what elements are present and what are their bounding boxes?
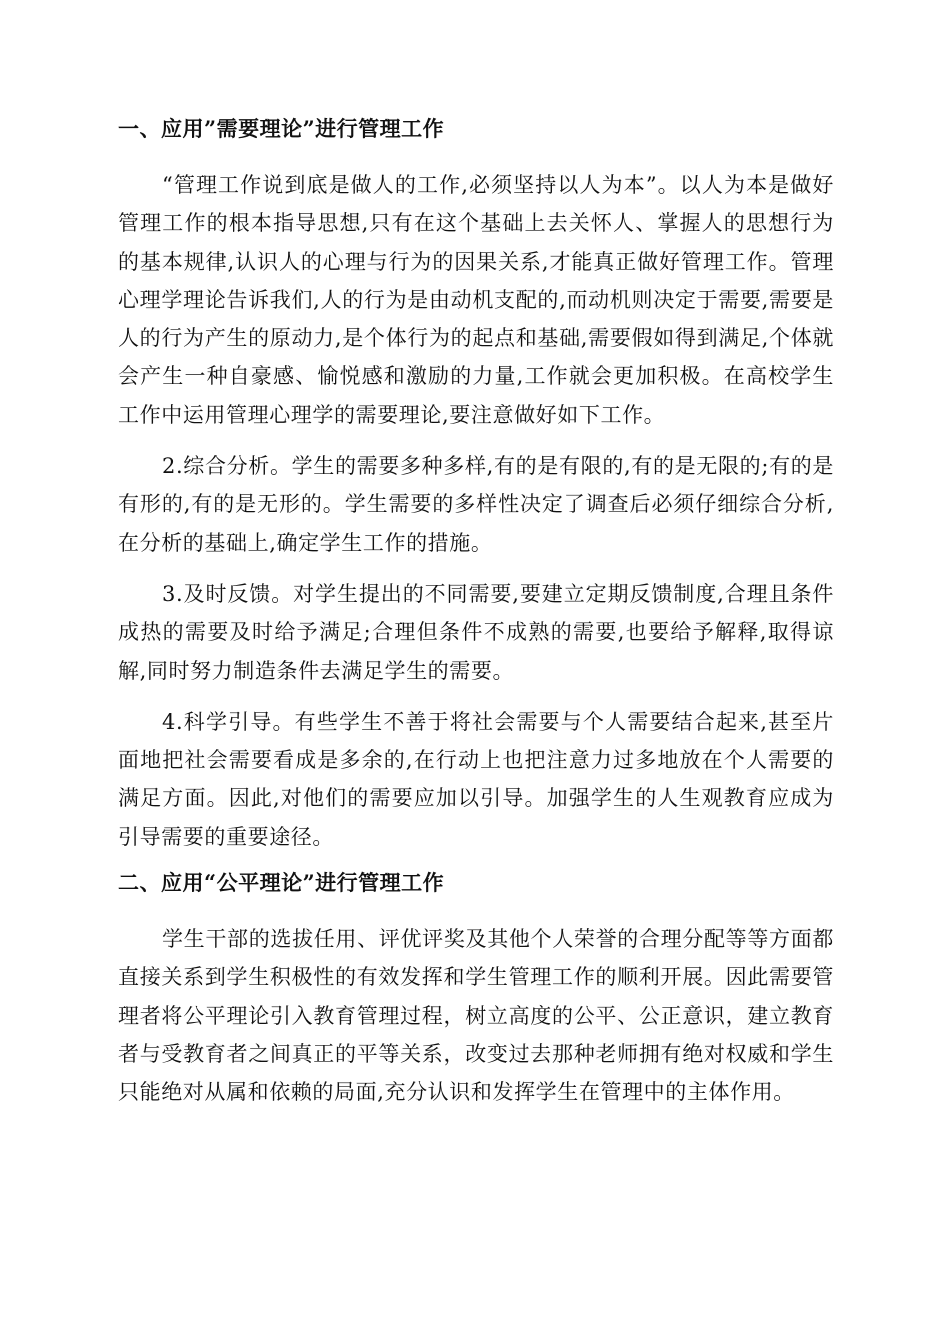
paragraph-item-2: 2.综合分析。学生的需要多种多样,有的是有限的,有的是无限的;有的是有形的,有的是无形的。学生需要的多样性决定了调查后必须仔细综合分析,在分析的基础上,确定学生工作的措施。: [118, 454, 834, 555]
section-heading-1: 一、应用”需要理论”进行管理工作: [118, 116, 445, 141]
section-heading-2: 二、应用“公平理论”进行管理工作: [118, 870, 445, 896]
paragraph-fairness: 学生干部的选拔任用、评优评奖及其他个人荣誉的合理分配等等方面都直接关系到学生积极性的有效发挥和学生管理工作的顺利开展。因此需要管理者将公平理论引入教育管理过程，树立高度的公平、公正意识，建立教育者与受教育者之间真正的平等关系，改变过去那种老师拥有绝对权威和学生只能绝对从属和依赖的局面,充分认识和发挥学生在管理中的主体作用。: [118, 927, 834, 1105]
paragraph-item-4: 4.科学引导。有些学生不善于将社会需要与个人需要结合起来,甚至片面地把社会需要看成是多余的,在行动上也把注意力过多地放在个人需要的满足方面。因此,对他们的需要应加以引导。加强学生的人生观教育应成为引导需要的重要途径。: [118, 709, 834, 849]
document-body: [118, 112, 834, 1112]
paragraph-intro: “管理工作说到底是做人的工作,必须坚持以人为本”。以人为本是做好管理工作的根本指导思想,只有在这个基础上去关怀人、掌握人的思想行为的基本规律,认识人的心理与行为的因果关系,才能真正做好管理工作。管理心理学理论告诉我们,人的行为是由动机支配的,而动机则决定于需要,需要是人的行为产生的原动力,是个体行为的起点和基础,需要假如得到满足,个体就会产生一种自豪感、愉悦感和激励的力量,工作就会更加积极。在高校学生工作中运用管理心理学的需要理论,要注意做好如下工作。: [118, 173, 834, 427]
paragraph-item-3: 3.及时反馈。对学生提出的不同需要,要建立定期反馈制度,合理且条件成热的需要及时给予满足;合理但条件不成熟的需要,也要给予解释,取得谅解,同时努力制造条件去满足学生的需要。: [118, 581, 834, 683]
